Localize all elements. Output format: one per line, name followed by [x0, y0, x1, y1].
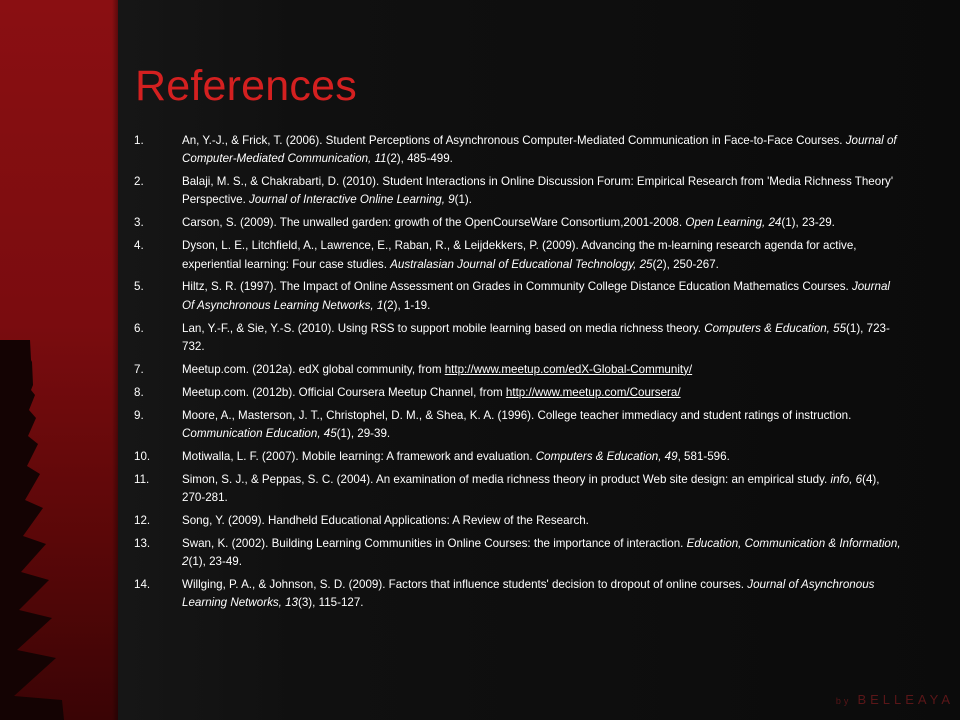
reference-item — [134, 173, 904, 210]
reference-text: (1), 23-49. — [188, 555, 242, 569]
reference-number: 13. — [134, 536, 151, 550]
brand-by: by — [835, 696, 852, 706]
reference-journal: Journal Of Asynchronous Learning Networks, 1 — [182, 280, 890, 312]
reference-text: Meetup.com. (2012b). Official Coursera Meetup Channel, from — [182, 385, 506, 399]
reference-link[interactable]: http://www.meetup.com/edX-Global-Community/ — [444, 362, 693, 376]
reference-item — [134, 384, 904, 402]
reference-text: Meetup.com. (2012a). edX global community, from — [182, 362, 445, 376]
reference-text: (4), 270-281. — [182, 472, 880, 504]
reference-text: Carson, S. (2009). The unwalled garden: growth of the OpenCourseWare Consortium,2001-2008. — [182, 216, 686, 230]
reference-item — [134, 535, 904, 572]
reference-journal: info, 6 — [830, 472, 863, 486]
reference-link[interactable]: http://www.meetup.com/Coursera/ — [505, 385, 681, 399]
reference-text: (1), 23-29. — [781, 216, 835, 230]
reference-text: An, Y.-J., & Frick, T. (2006). Student Perceptions of Asynchronous Computer-Mediated Communication in Face-to-Face Courses. — [182, 134, 846, 147]
reference-text: Moore, A., Masterson, J. T., Christophel, D. M., & Shea, K. A. (1996). College teacher immediacy and student ratings of instruction. — [182, 408, 852, 422]
reference-text: (1), 29-39. — [336, 426, 391, 440]
reference-item — [134, 278, 904, 315]
reference-number: 12. — [134, 513, 151, 527]
reference-journal: Computers & Education, 55 — [704, 321, 847, 335]
reference-journal: Education, Communication & Information, 2 — [182, 536, 901, 569]
reference-number: 6. — [134, 321, 144, 335]
reference-text: (1), 723-732. — [182, 321, 890, 353]
reference-number: 14. — [134, 577, 151, 591]
reference-text: (1). — [454, 193, 472, 207]
reference-text: Hiltz, S. R. (1997). The Impact of Online Assessment on Grades in Community College Distance Education Mathematics Courses. — [182, 280, 852, 294]
reference-item — [134, 448, 904, 466]
reference-text: (2), 250-267. — [652, 257, 719, 271]
reference-journal: Journal of Computer-Mediated Communication, 11 — [182, 134, 897, 166]
reference-journal: Communication Education, 45 — [182, 426, 337, 440]
reference-item — [134, 237, 904, 274]
reference-journal: Open Learning, 24 — [685, 216, 782, 230]
tower-silhouette — [0, 340, 118, 720]
reference-item — [134, 214, 904, 232]
brand-name: BELLEAYA — [857, 692, 954, 707]
reference-item — [134, 576, 904, 613]
reference-text: Swan, K. (2002). Building Learning Communities in Online Courses: the importance of interaction. — [182, 536, 687, 550]
reference-number: 4. — [134, 239, 144, 253]
page-title: References — [135, 62, 357, 110]
reference-text: Simon, S. J., & Peppas, S. C. (2004). An examination of media richness theory in product Web site design: an empirical study. — [182, 472, 831, 486]
reference-item — [134, 512, 904, 530]
reference-text: Willging, P. A., & Johnson, S. D. (2009). Factors that influence students' decision to dropout of online courses. — [182, 577, 748, 591]
brand-watermark — [836, 692, 954, 707]
reference-number: 10. — [134, 449, 151, 463]
reference-journal: Journal of Interactive Online Learning, 9 — [249, 193, 455, 207]
reference-text: Song, Y. (2009). Handheld Educational Applications: A Review of the Research. — [182, 513, 589, 527]
reference-journal: Computers & Education, 49 — [535, 449, 678, 463]
reference-text: (2), 1-19. — [383, 298, 431, 312]
reference-item — [134, 407, 904, 444]
reference-list — [134, 132, 904, 617]
reference-item — [134, 471, 904, 508]
reference-text: Dyson, L. E., Litchfield, A., Lawrence, E., Raban, R., & Leijdekkers, P. (2009). Advancing the m-learning research agenda for active, experiential learning: Four case studies. — [182, 239, 857, 271]
reference-text: Lan, Y.-F., & Sie, Y.-S. (2010). Using RSS to support mobile learning based on media richness theory. — [182, 321, 705, 335]
reference-number: 9. — [134, 408, 144, 422]
reference-text: (3), 115-127. — [298, 596, 364, 610]
reference-number: 7. — [134, 362, 144, 376]
reference-item — [134, 361, 904, 379]
reference-number: 2. — [134, 175, 144, 189]
reference-number: 1. — [134, 134, 144, 147]
reference-text: Balaji, M. S., & Chakrabarti, D. (2010). Student Interactions in Online Discussion Forum: Empirical Research from 'Media Richness Theory' Perspective. — [182, 175, 894, 207]
reference-text: , 581-596. — [677, 449, 730, 463]
reference-item — [134, 132, 904, 169]
reference-number: 11. — [134, 472, 150, 486]
reference-number: 5. — [134, 280, 144, 294]
reference-item — [134, 320, 904, 357]
reference-text: Motiwalla, L. F. (2007). Mobile learning: A framework and evaluation. — [182, 449, 536, 463]
reference-journal: Journal of Asynchronous Learning Networks, 13 — [182, 577, 875, 610]
reference-number: 8. — [134, 385, 144, 399]
reference-number: 3. — [134, 216, 144, 230]
reference-text: (2), 485-499. — [386, 152, 453, 166]
reference-journal: Australasian Journal of Educational Technology, 25 — [390, 257, 653, 271]
